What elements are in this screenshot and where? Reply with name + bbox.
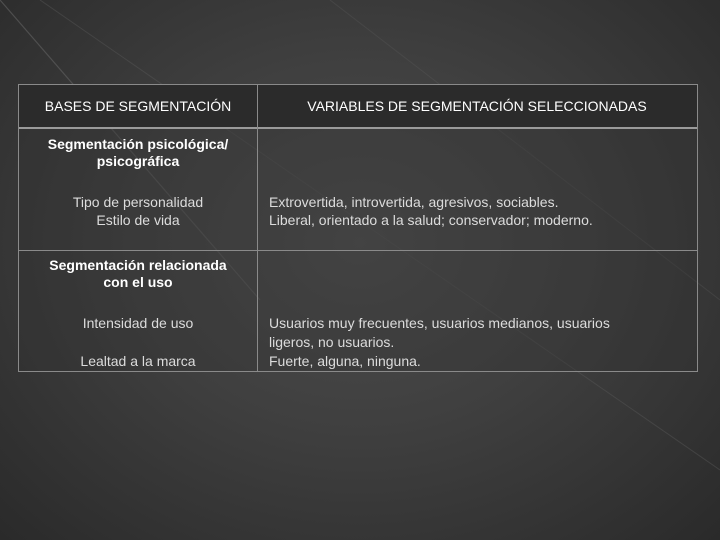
section-title-line: Segmentación psicológica/ [47, 136, 229, 152]
variable-item: Extrovertida, introvertida, agresivos, sociables. [269, 194, 559, 210]
section-title-line: psicográfica [96, 153, 180, 169]
section-title-psicografica [19, 136, 257, 170]
base-item: Intensidad de uso [82, 315, 194, 331]
variable-item: ligeros, no usuarios. [269, 334, 395, 350]
variable-item: Liberal, orientado a la salud; conservador; moderno. [269, 212, 593, 228]
column-divider [257, 85, 258, 371]
variable-item: Fuerte, alguna, ninguna. [269, 353, 421, 369]
header-variables: VARIABLES DE SEGMENTACIÓN SELECCIONADAS [307, 98, 647, 114]
base-item: Estilo de vida [96, 212, 180, 228]
section-title-uso [19, 257, 257, 291]
row-divider [19, 250, 697, 251]
table-header-row [19, 85, 697, 129]
segmentation-table [18, 84, 698, 372]
base-item: Lealtad a la marca [80, 353, 196, 369]
header-bases: BASES DE SEGMENTACIÓN [44, 98, 232, 114]
variable-item: Usuarios muy frecuentes, usuarios medianos, usuarios [269, 315, 610, 331]
base-item: Tipo de personalidad [72, 194, 204, 210]
section-title-line: con el uso [103, 274, 173, 290]
section-title-line: Segmentación relacionada [49, 257, 227, 273]
